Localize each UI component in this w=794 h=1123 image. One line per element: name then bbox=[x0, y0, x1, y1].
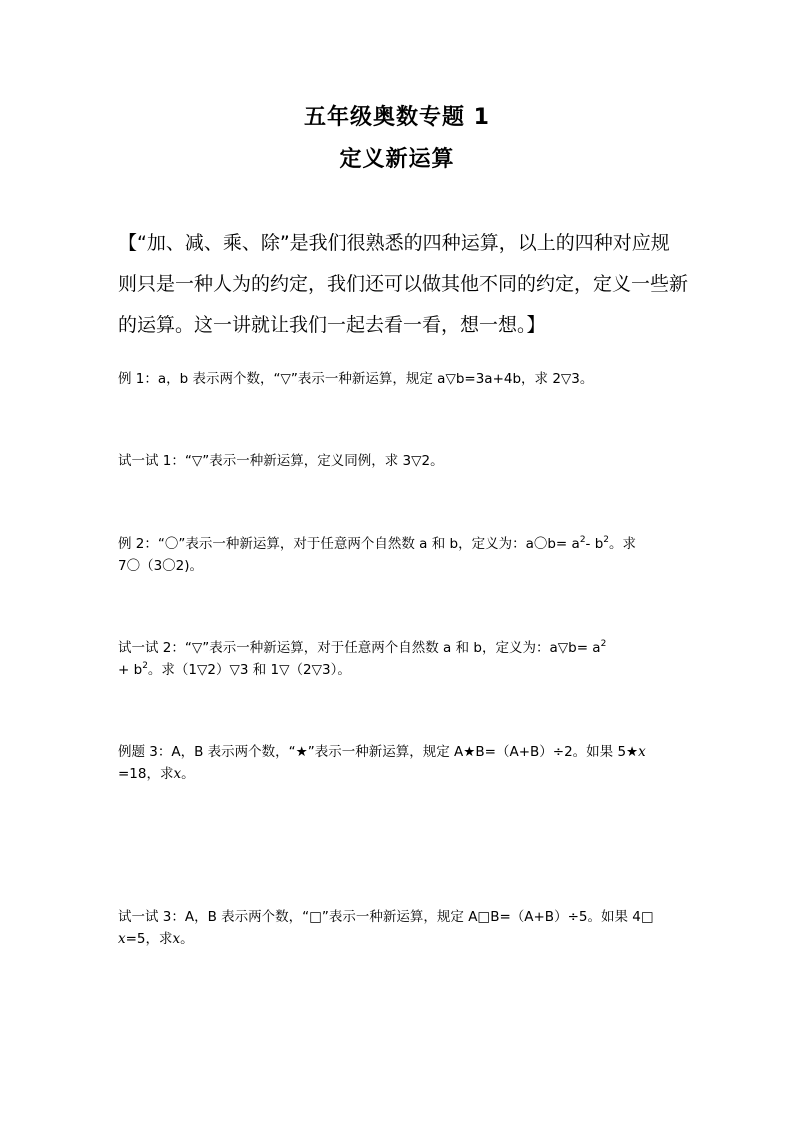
example-3 bbox=[118, 741, 678, 785]
intro-line-3: 的运算。这一讲就让我们一起去看一看，想一想。】 bbox=[118, 314, 546, 336]
try-3-line-1-a: 试一试 3：A，B 表示两个数，“□”表示一种新运算，规定 A□B=（A+B）÷5。如果 4□ bbox=[118, 909, 654, 925]
example-2-line-1 bbox=[118, 533, 678, 555]
try-2-line-1-a: 试一试 2：“▽”表示一种新运算，对于任意两个自然数 a 和 b，定义为：a▽b= a bbox=[118, 640, 601, 656]
try-3 bbox=[118, 906, 678, 950]
try-2-exponent-2: 2 bbox=[142, 661, 148, 671]
example-3-line-2 bbox=[118, 763, 678, 785]
try-3-line-2-a: =5，求 bbox=[125, 931, 173, 947]
page-subtitle: 定义新运算 bbox=[339, 147, 455, 172]
intro-line-1: 【“加、减、乘、除”是我们很熟悉的四种运算，以上的四种对应规 bbox=[118, 232, 670, 254]
try-3-line-2 bbox=[118, 928, 678, 950]
example-3-line-1 bbox=[118, 741, 678, 763]
example-3-variable-2: x bbox=[173, 766, 182, 782]
example-3-line-2-b: 。 bbox=[181, 766, 195, 782]
try-2 bbox=[118, 637, 678, 681]
try-3-variable-1: x bbox=[118, 931, 126, 947]
example-1-text: 例 1：a，b 表示两个数，“▽”表示一种新运算，规定 a▽b=3a+4b，求 2▽3。 bbox=[118, 371, 594, 387]
example-2-line-2: 7〇（3〇2)。 bbox=[118, 558, 204, 574]
page-title: 五年级奥数专题 1 bbox=[304, 105, 490, 130]
example-2-exponent-2: 2 bbox=[603, 535, 610, 545]
try-2-line-2 bbox=[118, 659, 678, 681]
example-2-line-1-b: - b bbox=[585, 536, 604, 552]
example-3-line-2-a: =18，求 bbox=[118, 766, 174, 782]
try-2-line-2-b: 。求（1▽2）▽3 和 1▽（2▽3）。 bbox=[147, 662, 351, 678]
try-1 bbox=[118, 450, 678, 472]
try-3-variable-2: x bbox=[172, 931, 181, 947]
example-2-line-1-c: 。求 bbox=[609, 536, 637, 552]
try-2-exponent-1: 2 bbox=[600, 639, 607, 649]
try-1-text: 试一试 1：“▽”表示一种新运算，定义同例，求 3▽2。 bbox=[118, 453, 444, 469]
example-3-line-1-a: 例题 3：A，B 表示两个数，“★”表示一种新运算，规定 A★B=（A+B）÷2。如果 5★ bbox=[118, 744, 639, 760]
example-2-line-1-a: 例 2：“〇”表示一种新运算，对于任意两个自然数 a 和 b，定义为：a〇b= a bbox=[118, 536, 580, 552]
try-3-line-2-b: 。 bbox=[180, 931, 194, 947]
try-2-line-1 bbox=[118, 637, 678, 659]
try-3-line-1 bbox=[118, 906, 678, 928]
example-3-variable-1: x bbox=[638, 744, 646, 760]
example-2-exponent-1: 2 bbox=[579, 535, 586, 545]
intro-line-2: 则只是一种人为的约定，我们还可以做其他不同的约定，定义一些新 bbox=[118, 273, 689, 295]
example-2 bbox=[118, 533, 678, 577]
example-1 bbox=[118, 368, 678, 390]
try-2-line-2-a: + b bbox=[118, 662, 143, 678]
